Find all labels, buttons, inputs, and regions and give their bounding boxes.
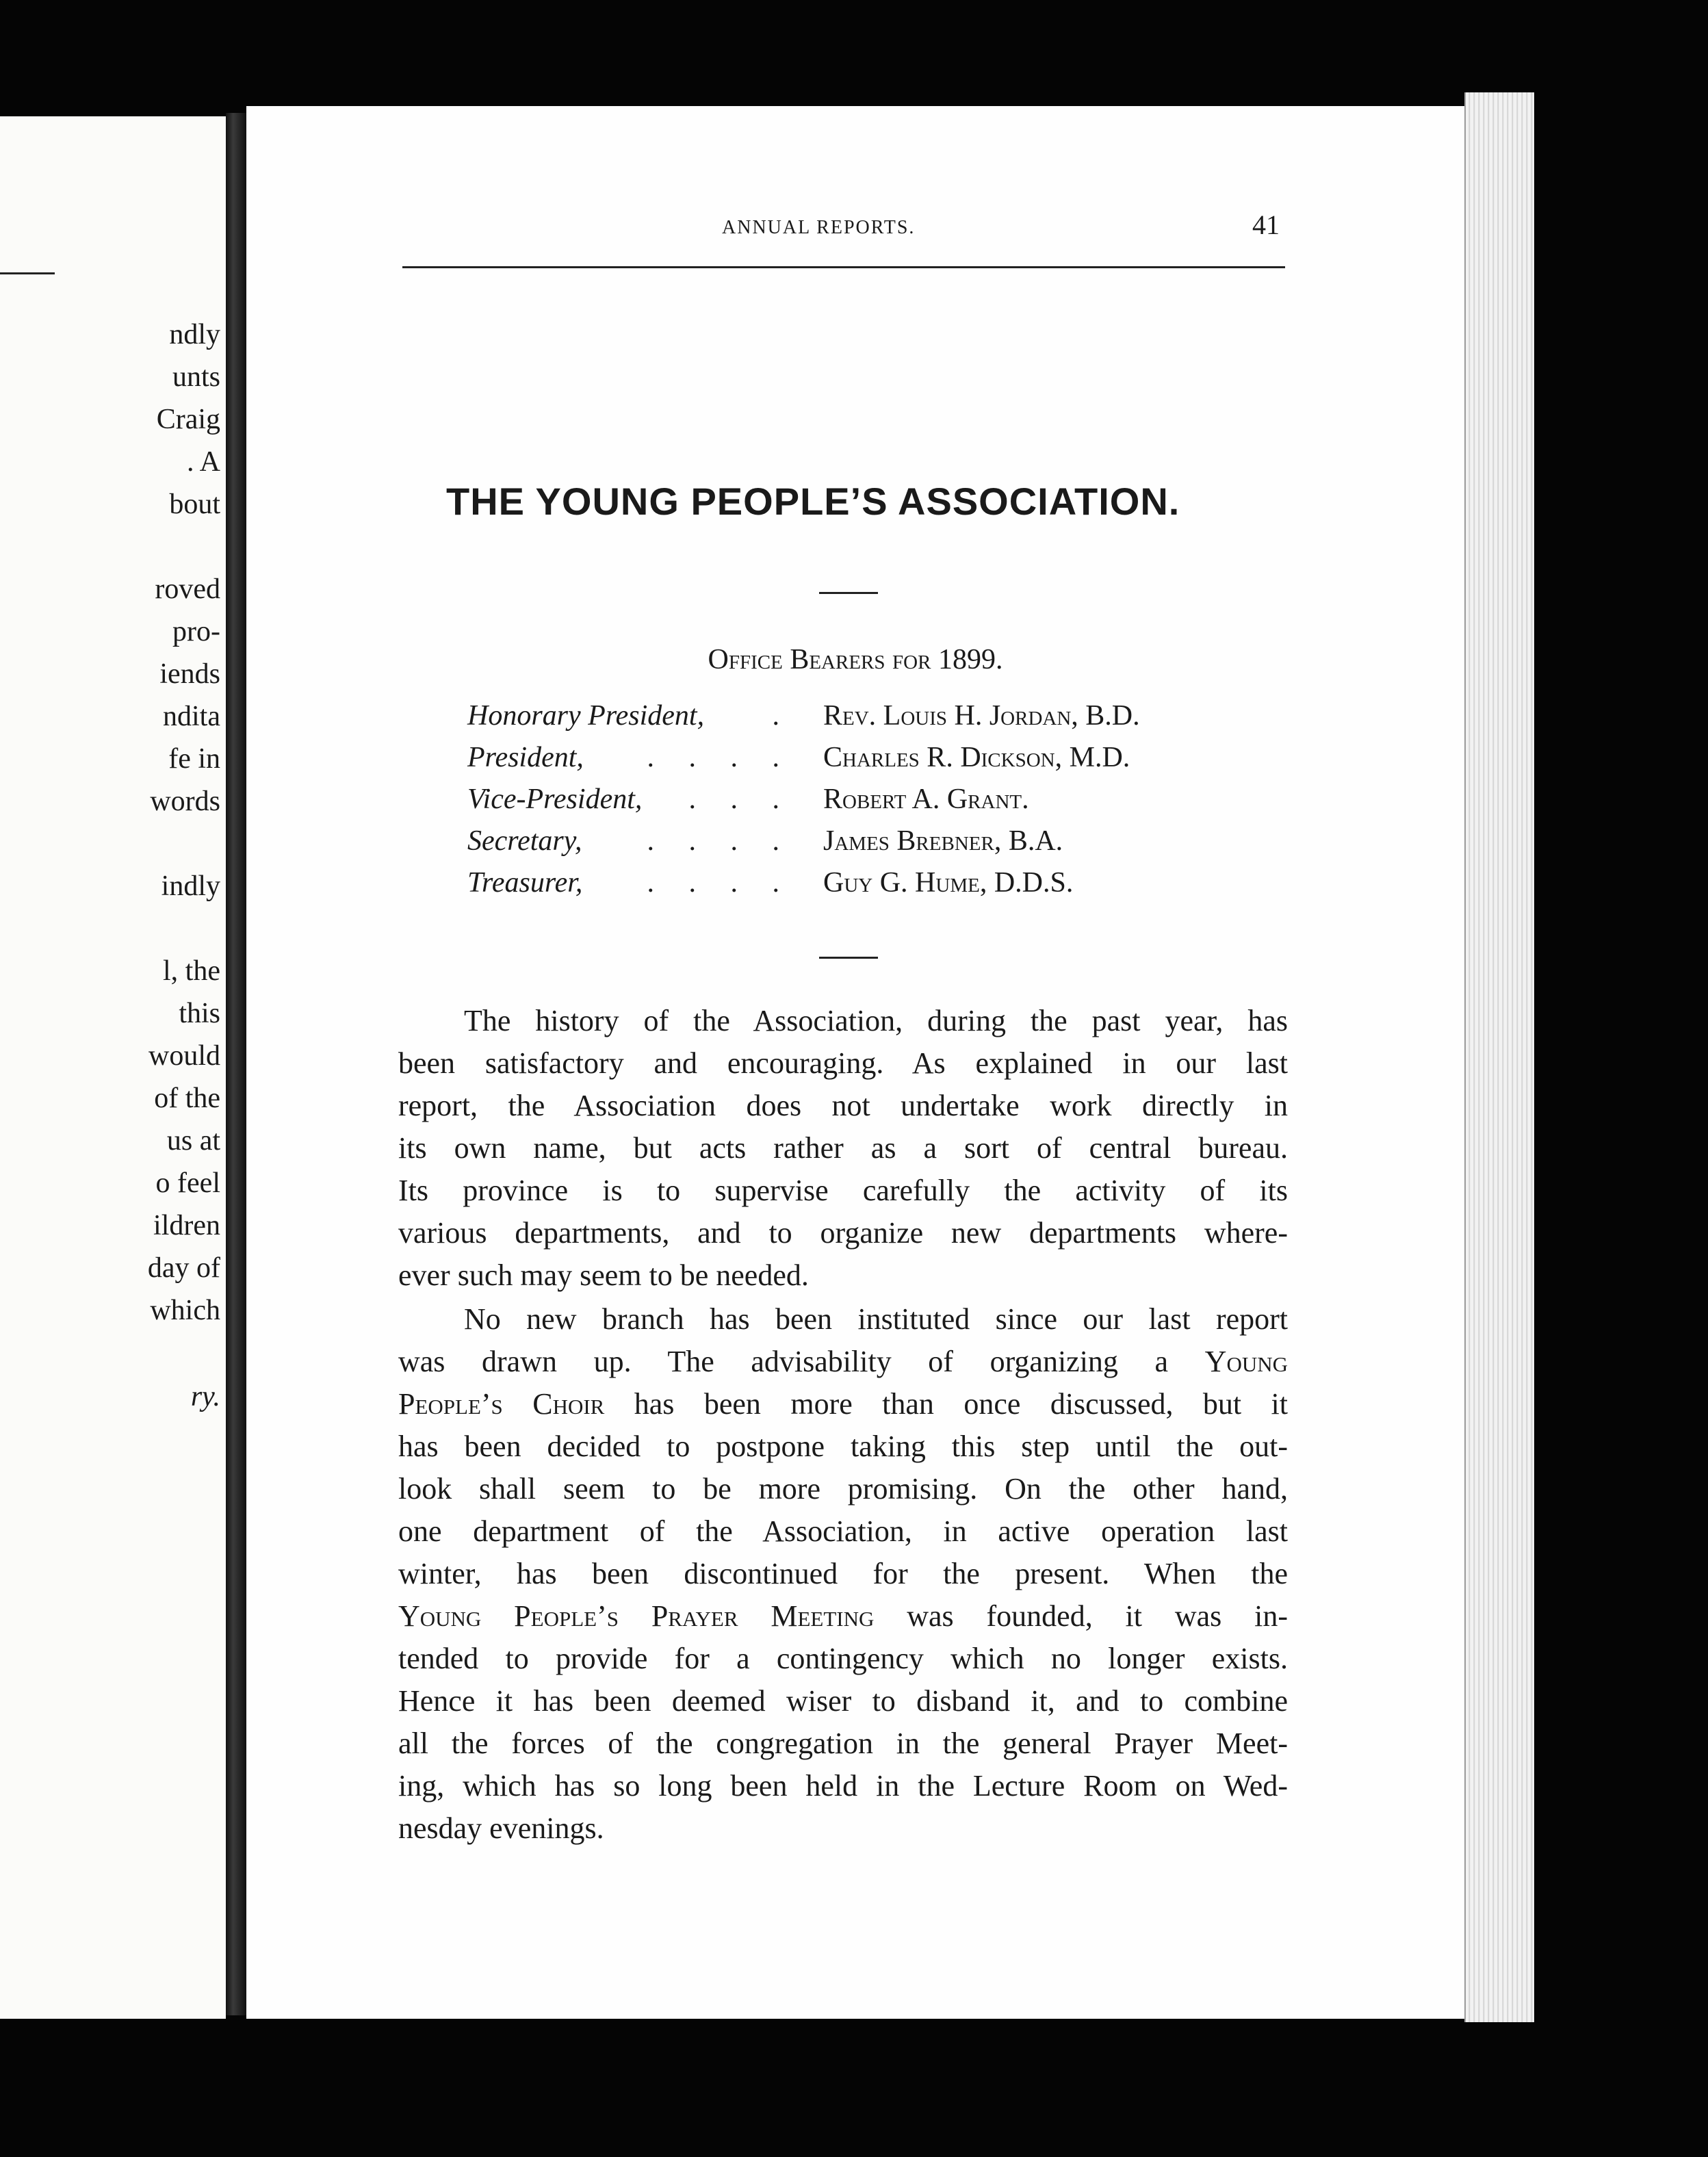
left-page-fragment: this bbox=[179, 998, 220, 1029]
body-text-line bbox=[398, 1686, 1288, 1716]
officer-role: Vice-President, bbox=[467, 784, 643, 815]
body-text-line: been satisfactory and encouraging. As explained in our last bbox=[398, 1046, 1288, 1080]
body-text-line bbox=[398, 1601, 1288, 1631]
officer-row bbox=[467, 825, 1289, 860]
leader-dots: . . . bbox=[688, 784, 793, 815]
left-page-rule bbox=[0, 272, 55, 274]
left-page-fragment: ry. bbox=[190, 1381, 220, 1412]
left-page-fragment: words bbox=[150, 786, 220, 817]
line-text: Hence it has been deemed wiser to disband it, and to combine bbox=[398, 1684, 1288, 1718]
officer-role: Honorary President, bbox=[467, 700, 705, 732]
body-text-line bbox=[398, 1516, 1288, 1547]
left-page-fragment: ndita bbox=[163, 701, 220, 732]
officer-role: Treasurer, bbox=[467, 867, 583, 899]
body-text-line: ever such may seem to be needed. bbox=[398, 1258, 809, 1292]
line-text: No new branch has been instituted since our last report bbox=[464, 1302, 1288, 1336]
body-text-line: Its province is to supervise carefully the activity of its bbox=[398, 1174, 1288, 1207]
officer-row bbox=[467, 783, 1289, 818]
office-bearers-heading: Office Bearers for 1899. bbox=[708, 644, 1003, 675]
left-page-fragment: us at bbox=[166, 1125, 220, 1157]
left-page-fragment: which bbox=[150, 1295, 220, 1326]
page-block-edge bbox=[1464, 92, 1534, 2022]
left-page-fragment: l, the bbox=[163, 955, 220, 987]
body-text-line bbox=[398, 1474, 1288, 1504]
body-text-line bbox=[398, 1644, 1288, 1674]
officer-name: James Brebner, B.A. bbox=[823, 825, 1063, 857]
left-page-fragment: indly bbox=[161, 870, 220, 902]
book-gutter bbox=[226, 113, 246, 2015]
left-page-fragment: pro- bbox=[172, 616, 220, 647]
left-page-fragment: o feel bbox=[155, 1167, 220, 1199]
left-page-fragment: unts bbox=[172, 361, 220, 393]
body-text-line bbox=[398, 1813, 1288, 1844]
page-number: 41 bbox=[1252, 209, 1280, 240]
small-caps-text: Young bbox=[1204, 1345, 1288, 1378]
left-facing-page bbox=[0, 116, 226, 2019]
line-text: has been decided to postpone taking this step until the out- bbox=[398, 1430, 1288, 1463]
page-title-text: THE YOUNG PEOPLE’S ASSOCIATION. bbox=[446, 480, 1180, 523]
officer-name: Rev. Louis H. Jordan, B.D. bbox=[823, 700, 1140, 732]
body-text-line bbox=[398, 1771, 1288, 1801]
officer-row bbox=[467, 699, 1289, 735]
body-text-line bbox=[398, 1559, 1288, 1589]
officer-name: Charles R. Dickson, M.D. bbox=[823, 742, 1130, 773]
leader-dots: . . . . bbox=[647, 742, 793, 773]
small-caps-text: Young People’s Prayer Meeting bbox=[398, 1599, 875, 1633]
line-text: was founded, it was in- bbox=[874, 1599, 1288, 1633]
body-text-line bbox=[398, 1432, 1288, 1462]
left-page-fragment: would bbox=[148, 1040, 220, 1072]
left-page-fragment: roved bbox=[155, 573, 220, 605]
body-text-line bbox=[398, 1347, 1288, 1377]
line-text: has been more than once discussed, but it bbox=[604, 1387, 1289, 1421]
line-text: look shall seem to be more promising. On the other hand, bbox=[398, 1472, 1288, 1506]
small-caps-text: People’s Choir bbox=[398, 1387, 605, 1421]
left-page-fragment: Craig bbox=[156, 404, 220, 435]
officer-name: Robert A. Grant. bbox=[823, 784, 1029, 815]
left-page-fragment: day of bbox=[147, 1252, 220, 1284]
officer-name: Guy G. Hume, D.D.S. bbox=[823, 867, 1074, 899]
officer-role: Secretary, bbox=[467, 825, 582, 857]
body-text-line: its own name, but acts rather as a sort of central bureau. bbox=[398, 1131, 1288, 1165]
section-divider-bottom bbox=[819, 957, 878, 959]
line-text: tended to provide for a contingency which no longer exists. bbox=[398, 1642, 1288, 1675]
line-text: all the forces of the congregation in the general Prayer Meet- bbox=[398, 1727, 1288, 1760]
left-page-fragment: ndly bbox=[169, 319, 220, 350]
left-page-fragment: ildren bbox=[153, 1210, 220, 1241]
officer-row bbox=[467, 866, 1289, 902]
officer-row bbox=[467, 741, 1289, 777]
body-text-line bbox=[398, 1389, 1288, 1419]
body-text-line: The history of the Association, during the past year, has bbox=[464, 1004, 1288, 1037]
line-text: one department of the Association, in active operation last bbox=[398, 1514, 1288, 1548]
line-text: ing, which has so long been held in the Lecture Room on Wed- bbox=[398, 1769, 1288, 1803]
header-rule bbox=[402, 266, 1285, 268]
leader-dots: . . . . bbox=[647, 825, 793, 857]
officer-role: President, bbox=[467, 742, 584, 773]
running-header: ANNUAL REPORTS. bbox=[722, 217, 916, 238]
left-page-fragment: bout bbox=[169, 489, 220, 520]
body-text-line: various departments, and to organize new departments where- bbox=[398, 1216, 1288, 1250]
left-page-fragment: of the bbox=[154, 1083, 220, 1114]
body-text-line bbox=[398, 1729, 1288, 1759]
leader-dots: . . . . bbox=[647, 867, 793, 899]
leader-dots: . bbox=[772, 700, 793, 732]
body-text-line bbox=[464, 1304, 1288, 1334]
left-page-fragment: fe in bbox=[168, 743, 220, 775]
line-text: winter, has been discontinued for the present. When the bbox=[398, 1557, 1288, 1590]
section-divider-top bbox=[819, 592, 878, 594]
line-text: was drawn up. The advisability of organizing a bbox=[398, 1345, 1205, 1378]
line-text: nesday evenings. bbox=[398, 1811, 604, 1845]
left-page-fragment: . A bbox=[186, 446, 220, 478]
body-text-line: report, the Association does not undertake work directly in bbox=[398, 1089, 1288, 1122]
left-page-fragment: iends bbox=[159, 658, 220, 690]
